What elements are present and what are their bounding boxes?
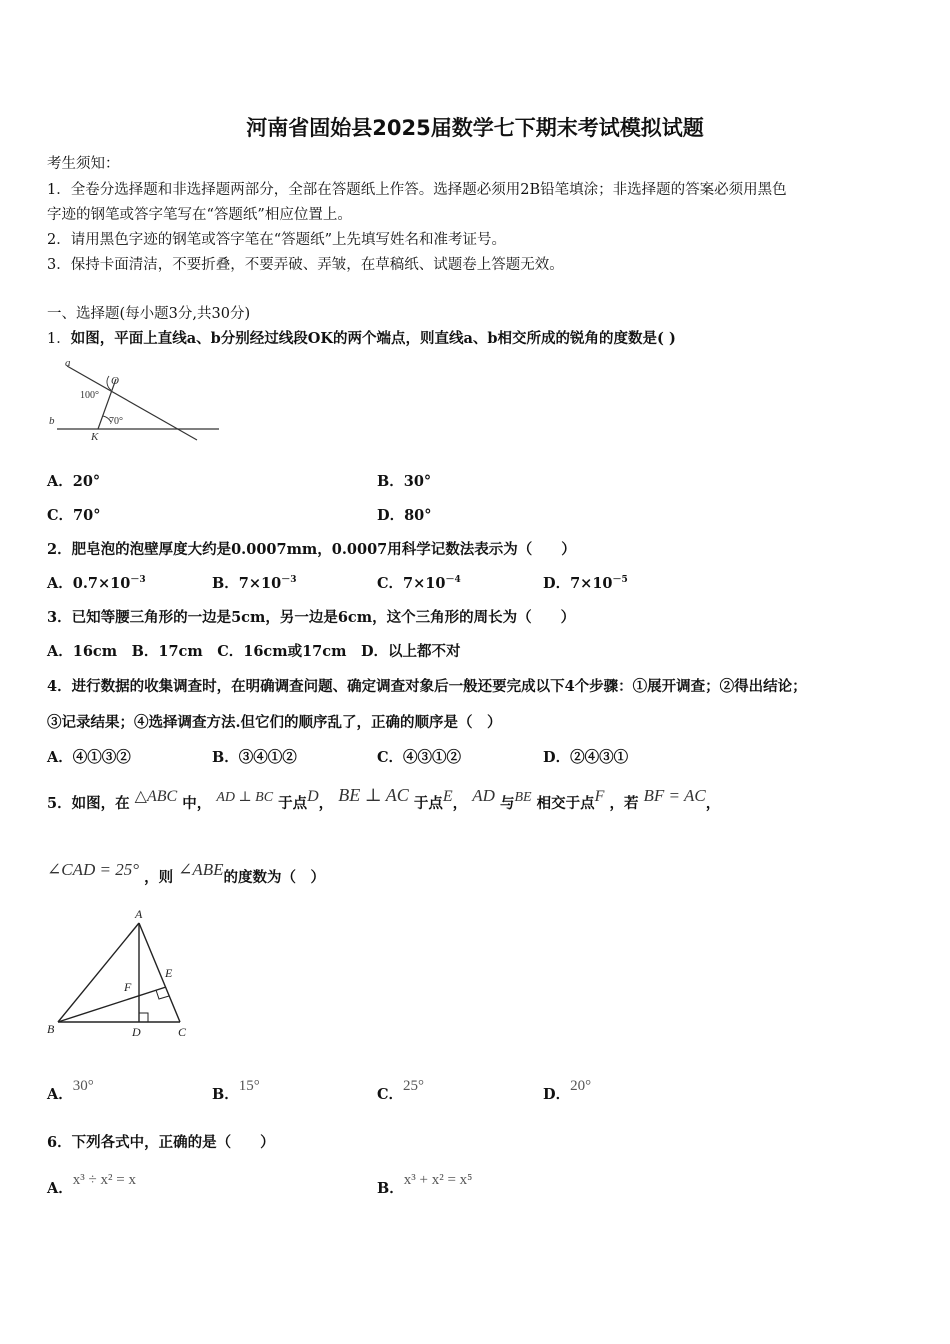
label-angle-70: 70° — [109, 416, 123, 427]
question-4-line-2: ③记录结果；④选择调查方法.但它们的顺序乱了，正确的顺序是（ ） — [47, 714, 502, 731]
notice-heading: 考生须知： — [47, 156, 120, 172]
q5-math-be: BE — [514, 790, 532, 805]
question-5-figure — [44, 905, 204, 1045]
label-b: b — [49, 415, 55, 427]
q5-option-c-label: C． — [377, 1086, 404, 1103]
q1-option-c[interactable]: C．70° — [47, 507, 101, 524]
q6-option-a-label: A． — [47, 1180, 73, 1197]
q5-math-ad: AD — [472, 786, 495, 805]
q3-options[interactable]: A．16cm B．17cm C．16cm或17cm D．以上都不对 — [47, 643, 461, 660]
q2-option-d-exp: －5 — [612, 575, 628, 586]
altitude-be — [58, 987, 166, 1022]
q5-math-d: D — [307, 788, 319, 805]
label-E: E — [165, 966, 173, 980]
q5-math-bf-eq-ac: BF = AC — [643, 786, 706, 805]
q2-option-c-label: C．7×10 — [377, 575, 446, 592]
label-angle-100: 100° — [80, 390, 99, 401]
q5-option-a-value: 30° — [72, 1078, 94, 1094]
q5-option-b-value: 15° — [238, 1078, 260, 1094]
q5-option-b[interactable] — [212, 1078, 260, 1104]
notice-item-3: 3．保持卡面清洁，不要折叠，不要弄破、弄皱，在草稿纸、试题卷上答题无效。 — [47, 257, 564, 273]
q5-option-c[interactable] — [377, 1078, 425, 1104]
page-title: 河南省固始县2025届数学七下期末考试模拟试题 — [246, 116, 704, 140]
q5-text-5: 于点 — [413, 795, 443, 812]
question-4-line-1: 4．进行数据的收集调查时，在明确调查问题、确定调查对象后一般还要完成以下4个步骤：①展开调查；②得出结论； — [47, 678, 807, 695]
question-6: 6．下列各式中，正确的是（ ） — [47, 1134, 275, 1151]
q2-option-b[interactable] — [212, 572, 296, 593]
q5-math-f: F — [594, 788, 605, 805]
q4-option-b[interactable]: B．③④①② — [212, 749, 297, 766]
side-ac — [139, 923, 180, 1022]
question-5-line-2 — [47, 860, 326, 887]
q5-math-e: E — [442, 788, 453, 805]
q2-option-a-label: A．0.7×10 — [47, 575, 131, 592]
label-C: C — [178, 1025, 187, 1039]
q5-option-a-label: A． — [47, 1086, 73, 1103]
q5-option-b-label: B． — [212, 1086, 239, 1103]
notice-item-1-line-1: 1．全卷分选择题和非选择题两部分，全部在答题纸上作答。选择题必须用2B铅笔填涂；非选择题的答案必须用黑色 — [47, 182, 787, 198]
q4-option-a[interactable]: A．④①③② — [47, 749, 131, 766]
question-3: 3．已知等腰三角形的一边是5cm，另一边是6cm，这个三角形的周长为（ ） — [47, 609, 576, 626]
question-2: 2．肥皂泡的泡壁厚度大约是0.0007mm，0.0007用科学记数法表示为（ ） — [47, 541, 576, 558]
q6-option-b-label: B． — [377, 1180, 404, 1197]
q5-option-d-value: 20° — [570, 1078, 592, 1094]
q6-option-b[interactable] — [377, 1172, 473, 1198]
q2-option-b-exp: －3 — [281, 575, 297, 586]
q2-option-d-label: D．7×10 — [543, 575, 613, 592]
q5-math-angle-abe: ∠ABE — [178, 860, 224, 879]
notice-item-2: 2．请用黑色字迹的钢笔或答字笔在“答题纸”上先填写姓名和准考证号。 — [47, 232, 507, 248]
q5-text-8: 相交于点 — [536, 795, 595, 812]
label-a: a — [65, 357, 71, 369]
q5-math-angle-cad: ∠CAD = 25° — [47, 860, 140, 879]
label-A: A — [135, 907, 143, 921]
q5-math-triangle: △ABC — [134, 788, 178, 805]
q5-text-9: ，若 — [609, 795, 639, 812]
q6-option-a-expr: x³ ÷ x² = x — [72, 1172, 136, 1188]
q4-option-c[interactable]: C．④③①② — [377, 749, 462, 766]
q5-text-10: ， — [705, 795, 721, 812]
question-1 — [47, 327, 676, 348]
q5-text-4: ， — [318, 795, 334, 812]
label-B: B — [47, 1022, 55, 1036]
q1-option-a[interactable]: A．20° — [47, 473, 101, 490]
q5-text-7: 与 — [499, 795, 515, 812]
label-D: D — [132, 1025, 141, 1039]
label-o: O — [111, 375, 119, 387]
q5-text-2: 中， — [182, 795, 212, 812]
side-ab — [58, 923, 139, 1022]
q2-option-a-exp: －3 — [130, 575, 146, 586]
question-1-figure — [47, 352, 227, 447]
q5-text-3: 于点 — [278, 795, 308, 812]
q5-text-11: ，则 — [144, 869, 174, 886]
question-1-prefix: 1． — [47, 331, 71, 347]
q5-text-1: 5．如图，在 — [47, 795, 130, 812]
q2-option-c[interactable] — [377, 572, 461, 593]
label-F: F — [124, 980, 132, 994]
section-heading: 一、选择题(每小题3分,共30分) — [47, 306, 251, 322]
q6-option-a[interactable] — [47, 1172, 136, 1198]
q5-math-be-perp-ac: BE ⊥ AC — [338, 785, 409, 805]
notice-item-1-line-2: 字迹的钢笔或答字笔写在“答题纸”相应位置上。 — [47, 207, 352, 223]
label-k: K — [91, 431, 99, 443]
q5-option-c-value: 25° — [403, 1078, 425, 1094]
question-5-line-1 — [47, 785, 721, 813]
q4-option-d[interactable]: D．②④③① — [543, 749, 629, 766]
q5-text-6: ， — [452, 795, 468, 812]
question-1-text: 如图，平面上直线a、b分别经过线段OK的两个端点，则直线a、b相交所成的锐角的度数是( ) — [70, 330, 676, 347]
right-angle-d — [139, 1013, 148, 1022]
q2-option-c-exp: －4 — [445, 575, 461, 586]
q5-option-d-label: D． — [543, 1086, 571, 1103]
q5-option-d[interactable] — [543, 1078, 592, 1104]
q2-option-d[interactable] — [543, 572, 628, 593]
q2-option-a[interactable] — [47, 572, 146, 593]
q1-option-b[interactable]: B．30° — [377, 473, 432, 490]
q5-text-12: 的度数为（ ） — [223, 869, 326, 886]
q6-option-b-expr: x³ + x² = x⁵ — [403, 1172, 473, 1188]
q2-option-b-label: B．7×10 — [212, 575, 282, 592]
q1-option-d[interactable]: D．80° — [377, 507, 432, 524]
q5-option-a[interactable] — [47, 1078, 94, 1104]
q5-math-ad-perp-bc: AD ⊥ BC — [216, 790, 274, 805]
